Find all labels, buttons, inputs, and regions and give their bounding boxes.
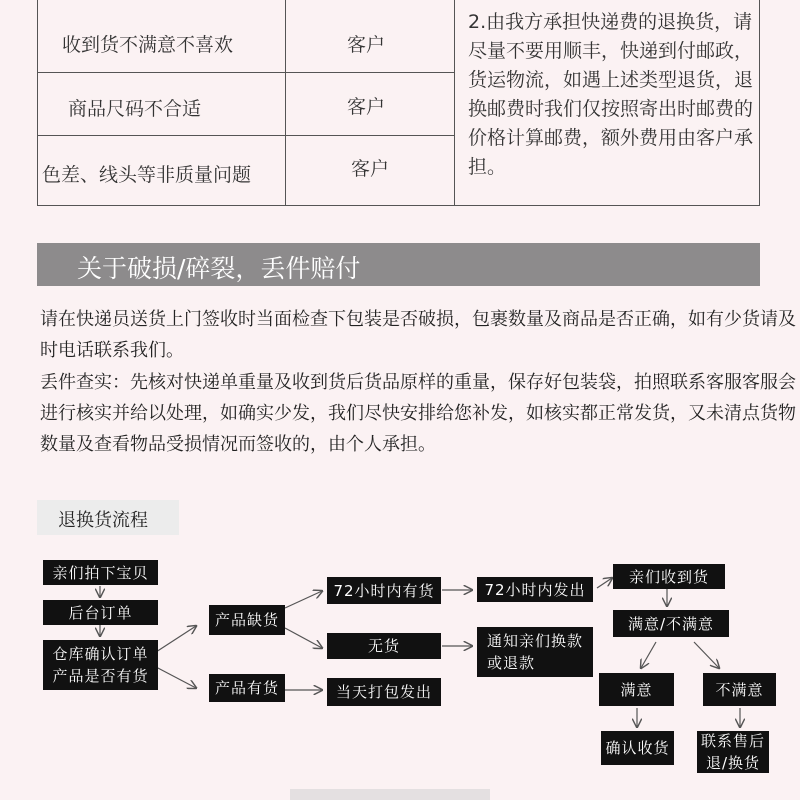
flow-step-contact-line2: 退/换货 xyxy=(705,754,761,772)
table-cell-party: 客户 xyxy=(347,34,386,56)
flow-step-not-satisfied: 不满意 xyxy=(703,673,776,706)
table-cell-party: 客户 xyxy=(351,158,390,180)
section-title: 关于破损/碎裂，丢件赔付 xyxy=(77,254,361,283)
inspection-paragraph: 请在快递员送货上门签收时当面检查下包装是否破损，包裹数量及商品是否正确，如有少货请及时电话联系我们。 xyxy=(40,309,796,361)
flow-step-contact-line1: 联系售后 xyxy=(700,732,765,750)
table-cell-party: 客户 xyxy=(347,96,386,118)
flow-step-no-stock: 无货 xyxy=(327,633,441,659)
flow-step-satisfied-or-not: 满意/不满意 xyxy=(613,610,729,637)
flow-step-warehouse-check xyxy=(43,640,158,690)
table-cell-reason: 收到货不满意不喜欢 xyxy=(62,34,234,56)
flow-step-order-placed: 亲们拍下宝贝 xyxy=(43,560,158,585)
flow-step-notify-line1: 通知亲们换款 xyxy=(487,632,584,650)
table-cell-reason: 色差、线头等非质量问题 xyxy=(42,164,252,186)
flow-step-warehouse-line1: 仓库确认订单 xyxy=(52,645,149,663)
flow-step-stock-in-72h: 72小时内有货 xyxy=(327,577,441,604)
flow-step-satisfied: 满意 xyxy=(599,673,674,706)
flow-step-notify-line2: 或退款 xyxy=(487,654,536,672)
lost-item-paragraph: 丢件查实：先核对快递单重量及收到货后货品原样的重量，保存好包装袋，拍照联系客服客服会进行核实并给以处理，如确实少发，我们尽快安排给您补发，如核实都正常发货，又未清点货物数量及查看物品受损情况而签收的，由个人承担。 xyxy=(40,372,796,455)
next-section-banner-edge xyxy=(290,789,490,800)
process-title: 退换货流程 xyxy=(58,510,148,531)
flow-step-in-stock: 产品有货 xyxy=(209,674,285,702)
flow-step-goods-received: 亲们收到货 xyxy=(613,564,725,589)
table-cell-reason: 商品尺码不合适 xyxy=(68,98,202,120)
flow-step-warehouse-line2: 产品是否有货 xyxy=(52,667,149,685)
flow-step-ship-in-72h: 72小时内发出 xyxy=(477,577,593,602)
flow-step-ship-today: 当天打包发出 xyxy=(327,678,441,706)
shipping-fee-note: 2.由我方承担快递费的退换货，请尽量不要用顺丰，快递到付邮政，货运物流，如遇上述类型退货，退换邮费时我们仅按照寄出时邮费的价格计算邮费，额外费用由客户承担。 xyxy=(468,11,754,178)
flow-step-contact-after-sales xyxy=(697,731,769,773)
flow-step-confirm-receipt: 确认收货 xyxy=(601,731,674,765)
flow-step-notify-exchange-refund xyxy=(477,627,593,677)
flow-step-out-of-stock: 产品缺货 xyxy=(209,605,285,635)
flow-step-backend-order: 后台订单 xyxy=(43,600,158,625)
